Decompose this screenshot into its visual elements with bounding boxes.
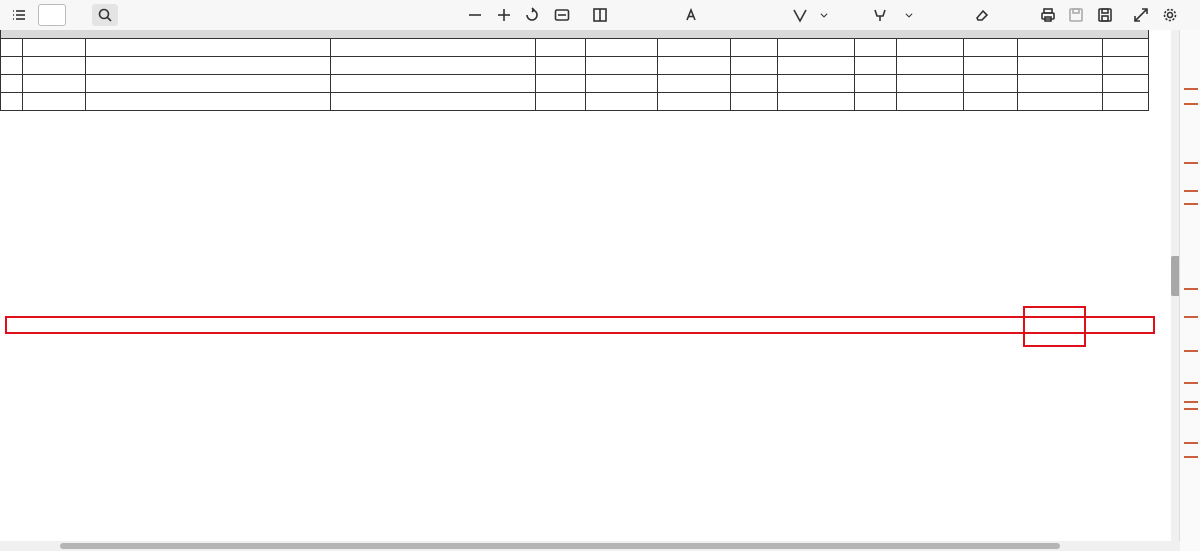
save-as-icon (1095, 5, 1115, 25)
page-view-button[interactable] (590, 0, 614, 30)
plus-icon (494, 5, 514, 25)
highlight-button[interactable] (870, 0, 919, 30)
minus-icon (465, 5, 485, 25)
save-as-button[interactable] (1095, 0, 1115, 30)
read-aloud-button[interactable] (682, 0, 705, 30)
print-button[interactable] (1038, 0, 1058, 30)
highlight-rectangle-value (1023, 306, 1086, 347)
gear-icon (1160, 5, 1180, 25)
highlighter-icon (870, 5, 890, 25)
draw-button[interactable] (790, 0, 834, 30)
page-view-icon (590, 5, 610, 25)
save-icon (1066, 5, 1086, 25)
zoom-out-button[interactable] (465, 0, 485, 30)
read-aloud-icon (682, 5, 702, 25)
faculty-heading (1, 30, 1149, 39)
page-number-input[interactable] (38, 4, 66, 26)
faculty-heading-row (1, 30, 1149, 39)
save-button[interactable] (1066, 0, 1086, 30)
table-row (1, 39, 1149, 57)
eraser-icon (972, 5, 992, 25)
pdf-viewer[interactable] (0, 30, 1180, 541)
scroll-thumb[interactable] (60, 543, 1060, 549)
horizontal-scrollbar[interactable] (0, 541, 1180, 551)
search-icon (95, 5, 115, 25)
chevron-down-icon (814, 5, 834, 25)
chevron-down-icon (899, 5, 919, 25)
rotate-icon (522, 5, 542, 25)
table-row (1, 57, 1149, 75)
fullscreen-button[interactable] (1131, 0, 1151, 30)
rotate-button[interactable] (522, 0, 542, 30)
highlight-rectangle-row (5, 316, 1155, 334)
erase-button[interactable] (972, 0, 995, 30)
settings-button[interactable] (1160, 0, 1180, 30)
pdf-toolbar (0, 0, 1200, 31)
right-edge-strip (1179, 30, 1200, 551)
draw-icon (790, 5, 810, 25)
table-row (1, 75, 1149, 93)
contents-list-icon[interactable] (9, 0, 29, 30)
search-button[interactable] (92, 4, 118, 26)
zoom-in-button[interactable] (494, 0, 514, 30)
table-row (1, 93, 1149, 111)
tuition-fee-table (0, 30, 1149, 111)
expand-icon (1131, 5, 1151, 25)
printer-icon (1038, 5, 1058, 25)
fit-width-icon (552, 5, 572, 25)
fit-page-button[interactable] (552, 0, 572, 30)
